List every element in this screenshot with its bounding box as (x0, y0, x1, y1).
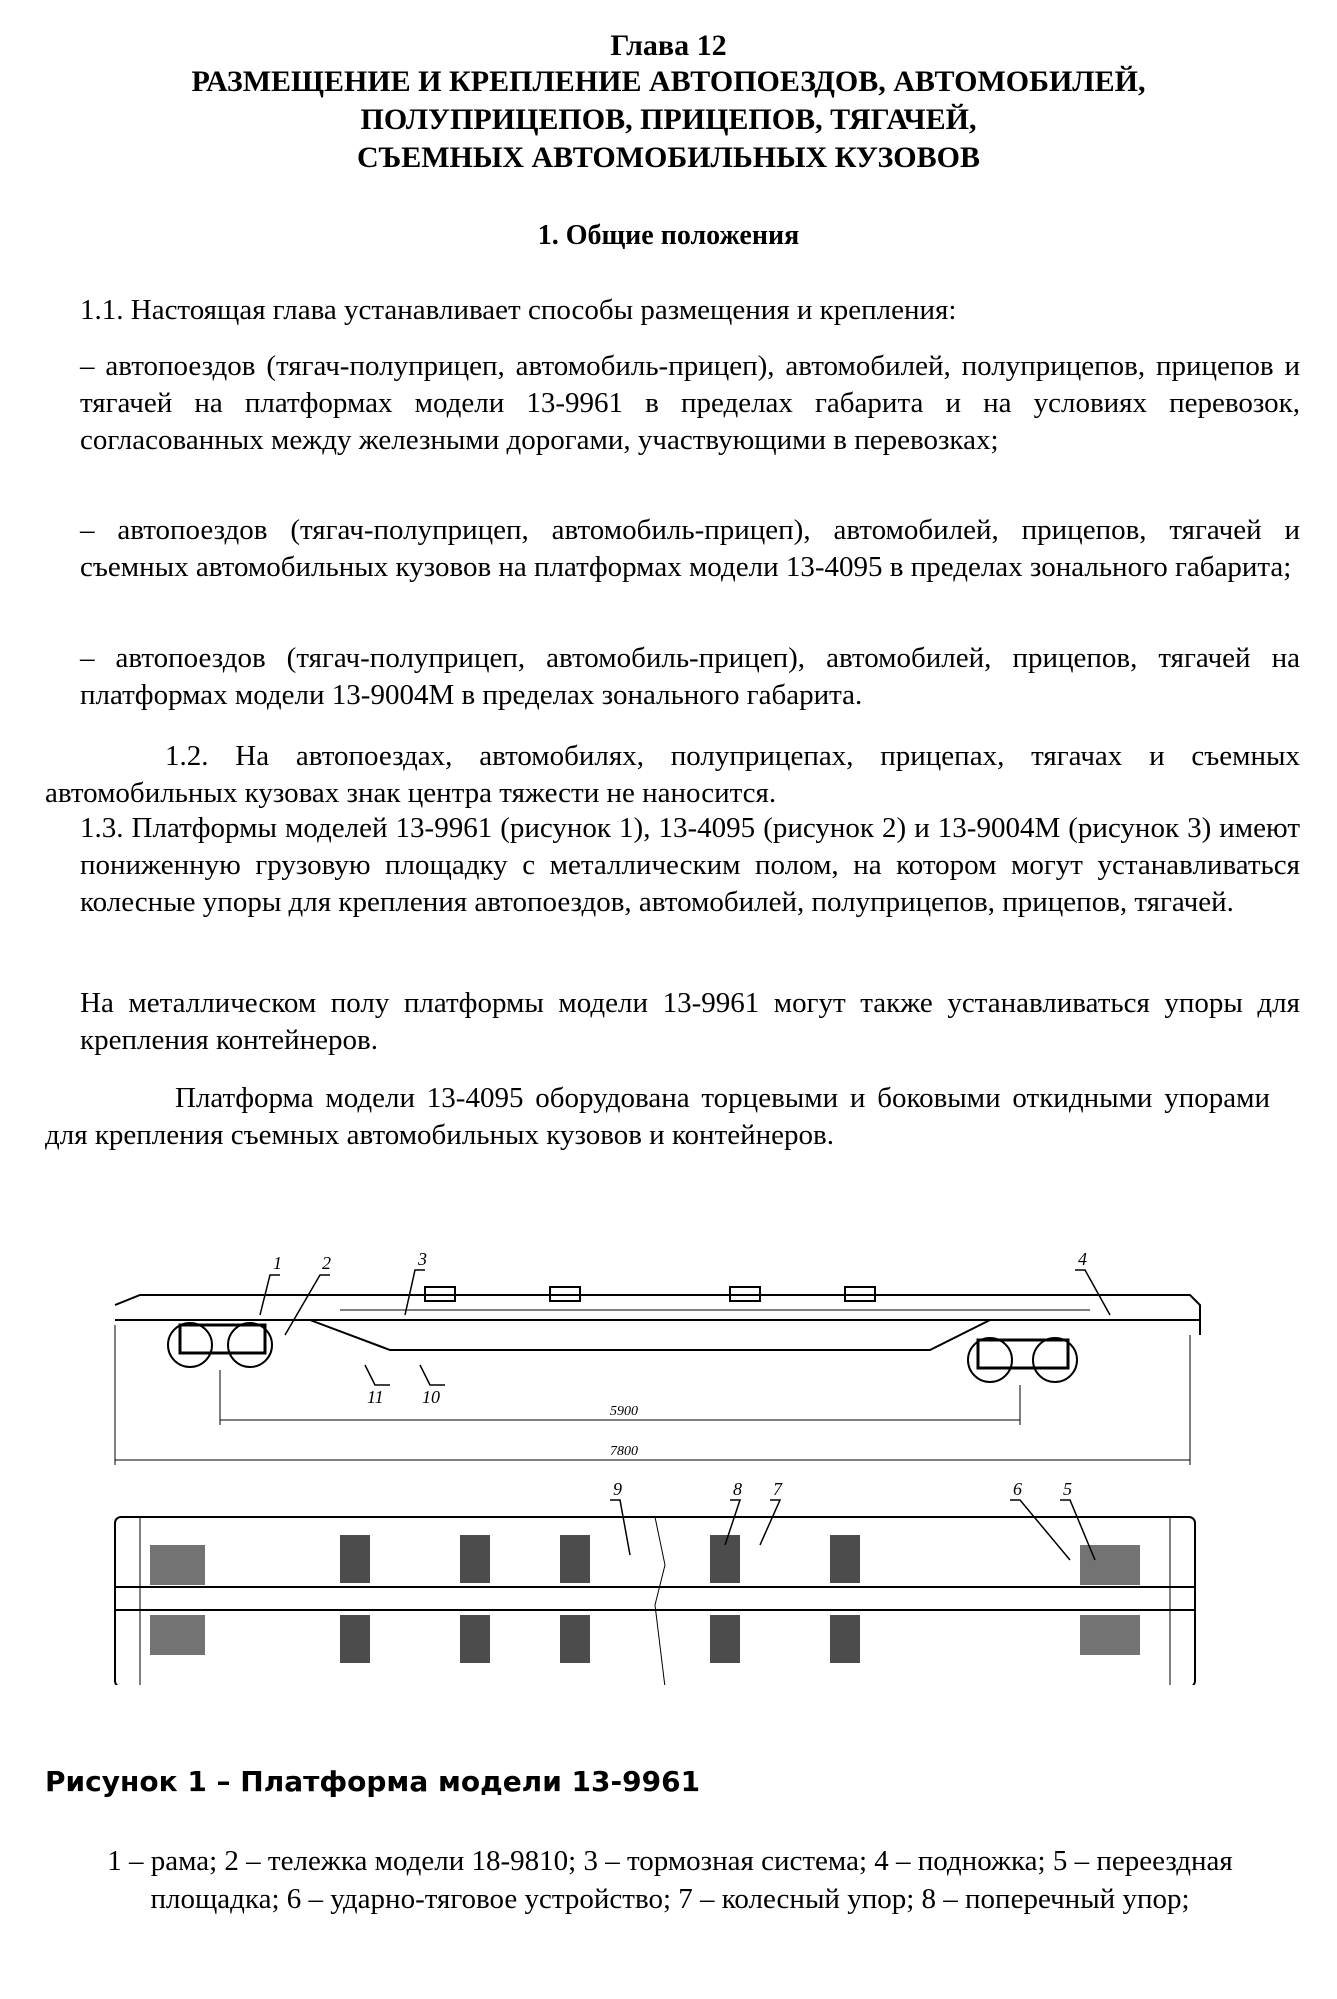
label-9: 9 (613, 1479, 622, 1499)
wheel (168, 1323, 212, 1367)
platform-drawing (110, 1225, 1210, 1685)
figure-caption: Рисунок 1 – Платформа модели 13-9961 (45, 1765, 701, 1798)
plan-outline (115, 1517, 1195, 1685)
paragraph-bullet-1: – автопоездов (тягач-полуприцеп, автомобиль-прицеп), автомобилей, полуприцепов, прицепов и тягачей на платформах модели 13-9961 в пределах габарита и на условиях перевозок, согласованных между железными дорогами, участвующими в перевозках; (80, 350, 1300, 456)
label-2: 2 (322, 1253, 331, 1273)
paragraph-1-1: 1.1. Настоящая глава устанавливает способы размещения и крепления: (80, 294, 957, 326)
label-3: 3 (418, 1249, 427, 1269)
chapter-title-line-1: РАЗМЕЩЕНИЕ И КРЕПЛЕНИЕ АВТОПОЕЗДОВ, АВТОМОБИЛЕЙ, (191, 65, 1146, 98)
platform-svg (110, 1225, 1210, 1685)
label-7: 7 (773, 1479, 782, 1499)
chapter-title-line-2: ПОЛУПРИЦЕПОВ, ПРИЦЕПОВ, ТЯГАЧЕЙ, (360, 103, 977, 136)
label-8: 8 (733, 1479, 742, 1499)
label-10: 10 (422, 1387, 440, 1407)
side-frame-top (115, 1295, 1200, 1335)
paragraph-bullet-2: – автопоездов (тягач-полуприцеп, автомобиль-прицеп), автомобилей, прицепов, тягачей и съемных автомобильных кузовов на платформах модели 13-4095 в пределах зонального габарита; (80, 514, 1300, 583)
paragraph-13-4095: Платформа модели 13-4095 оборудована торцевыми и боковыми откидными упорами для крепления съемных автомобильных кузовов и контейнеров. (45, 1082, 1270, 1151)
chapter-heading: Глава 12 (610, 29, 727, 62)
paragraph-containers: На металлическом полу платформы модели 13-9961 могут также устанавливаться упоры для крепления контейнеров. (80, 987, 1300, 1056)
wheel (1033, 1338, 1077, 1382)
section-heading: 1. Общие положения (537, 220, 800, 251)
figure-legend: 1 – рама; 2 – тележка модели 18-9810; 3 – тормозная система; 4 – подножка; 5 – переездная площадка; 6 – ударно-тяговое устройство; 7 – колесный упор; 8 – поперечный упор; (107, 1845, 1233, 1915)
label-6: 6 (1013, 1479, 1022, 1499)
label-11: 11 (367, 1387, 384, 1407)
dimension-inner: 5900 (610, 1404, 638, 1419)
label-1: 1 (273, 1253, 282, 1273)
bogie-right (978, 1340, 1068, 1368)
chapter-title-line-3: СЪЕМНЫХ АВТОМОБИЛЬНЫХ КУЗОВОВ (357, 141, 980, 174)
bogie-left (180, 1325, 265, 1353)
paragraph-1-2: 1.2. На автопоездах, автомобилях, полуприцепах, прицепах, тягачах и съемных автомобильных кузовах знак центра тяжести не наносится. (45, 740, 1300, 809)
paragraph-bullet-3: – автопоездов (тягач-полуприцеп, автомобиль-прицеп), автомобилей, прицепов, тягачей на платформах модели 13-9004М в пределах зонального габарита. (80, 642, 1300, 711)
label-5: 5 (1063, 1479, 1072, 1499)
paragraph-1-3: 1.3. Платформы моделей 13-9961 (рисунок 1), 13-4095 (рисунок 2) и 13-9004М (рисунок 3) имеют пониженную грузовую площадку с металлическим полом, на котором могут устанавливаться колесные упоры для крепления автопоездов, автомобилей, полуприцепов, прицепов, тягачей. (80, 812, 1300, 918)
lowered-deck (310, 1320, 990, 1350)
wheel (968, 1338, 1012, 1382)
dimension-outer: 7800 (610, 1444, 638, 1459)
label-4: 4 (1078, 1249, 1087, 1269)
